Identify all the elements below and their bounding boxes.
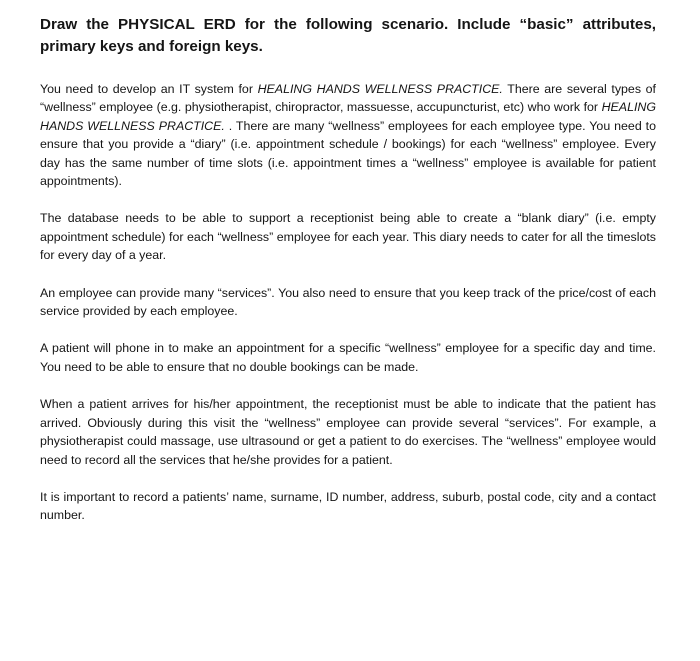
p1-text-e: . There are many “wellness” employees for each employee type. You need to ensure that you provide a “diary” (i.e. appointment schedule / bookings) for each “wellness” employee. Every day has the same number of time slots (i.e. appointment times a “wellness” employee is available for patient appointments).	[40, 118, 656, 189]
p1-text-a: You need to develop an IT system for	[40, 82, 258, 96]
paragraph-services: An employee can provide many “services”. You also need to ensure that you keep track of the price/cost of each service provided by each employee.	[40, 285, 656, 319]
paragraph-system-overview	[40, 80, 656, 190]
p1-text-c: There are several types of “wellness” employee (e.g. physiotherapist, chiropractor, massuesse, accupuncturist, etc) who work for	[40, 82, 656, 115]
document-page	[40, 14, 656, 525]
assignment-heading: Draw the PHYSICAL ERD for the following scenario. Include “basic” attributes, primary keys and foreign keys.	[40, 16, 656, 55]
paragraph-appointments: A patient will phone in to make an appointment for a specific “wellness” employee for a specific day and time. You need to be able to ensure that no double bookings can be made.	[40, 341, 656, 374]
paragraph-blank-diary: The database needs to be able to support a receptionist being able to create a “blank diary” (i.e. empty appointment schedule) for each “wellness” employee for each year. This diary needs to cater for all the timeslots for every day of a year.	[40, 211, 656, 263]
paragraph-patient-visit: When a patient arrives for his/her appointment, the receptionist must be able to indicate that the patient has arrived. Obviously during this visit the “wellness” employee can provide several “services”. For example, a physiotherapist could massage, use ultrasound or get a patient to do exercises. The “wellness” employee would need to record all the services that he/she provides for a patient.	[40, 397, 656, 467]
practice-name-1: HEALING HANDS WELLNESS PRACTICE.	[257, 82, 503, 96]
paragraph-patient-details: It is important to record a patients’ name, surname, ID number, address, suburb, postal code, city and a contact number.	[40, 489, 656, 523]
practice-name-2: HEALING HANDS WELLNESS PRACTICE.	[40, 100, 656, 133]
